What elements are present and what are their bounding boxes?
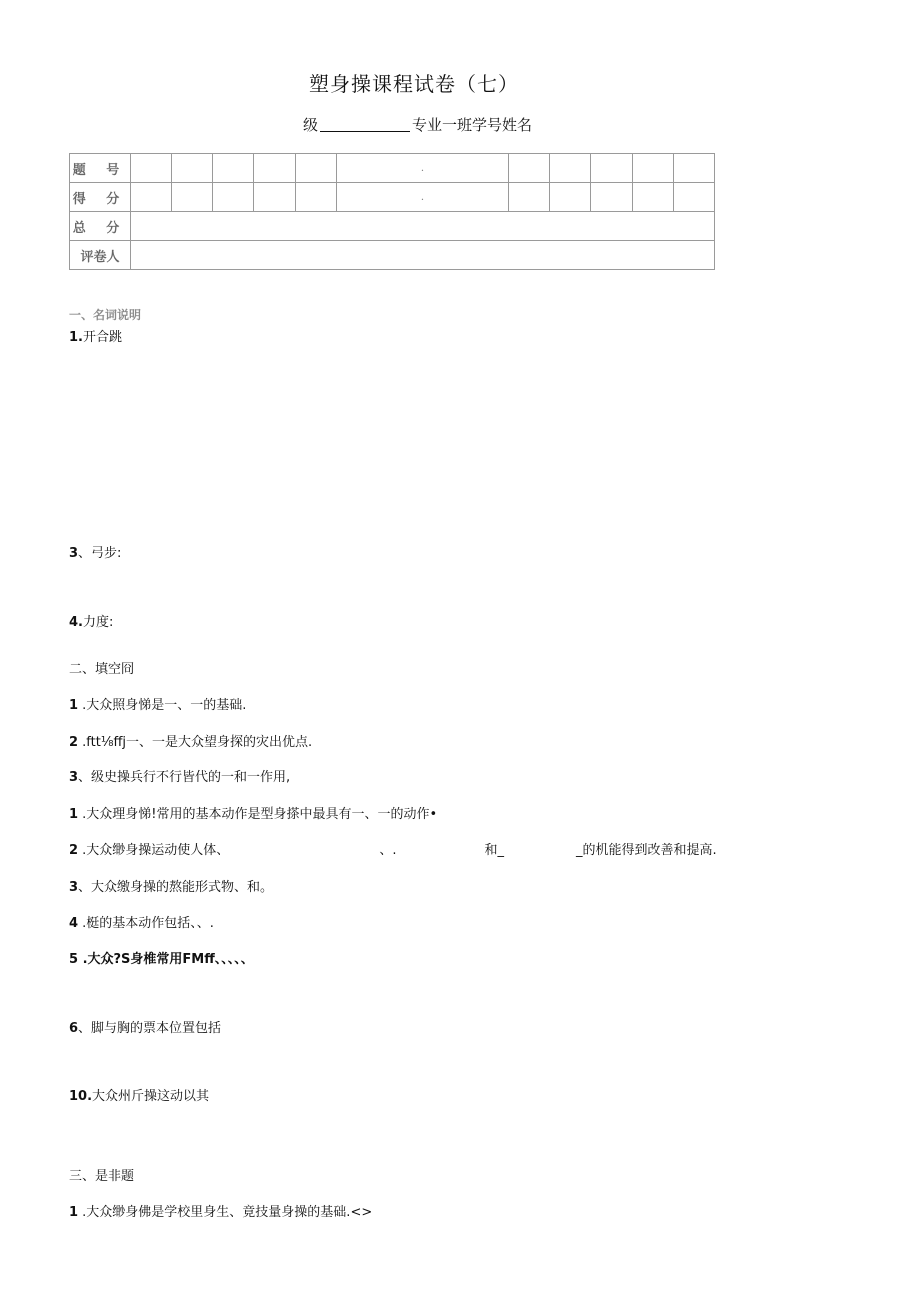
score-table	[69, 153, 715, 270]
question-text: 、脚与胸的票本位置包括	[78, 1021, 222, 1036]
question-text: .大众理身悌!常用的基本动作是型身搽中最具有一、一的动作•	[78, 807, 438, 822]
question-text-end: _的机能得到改善和提高.	[575, 843, 717, 858]
score-cell	[591, 183, 632, 212]
row-label: 得 分	[70, 183, 131, 212]
question-number: 1	[69, 698, 79, 713]
question-text-and: 和_	[484, 843, 504, 858]
question-item	[69, 912, 214, 931]
major-id-name-label: 专业一班学号姓名	[412, 116, 533, 134]
score-cell	[254, 183, 295, 212]
score-cell	[172, 183, 213, 212]
score-cell	[673, 154, 714, 183]
row-label: 总 分	[70, 212, 131, 241]
question-item	[69, 1201, 372, 1220]
grader-cell	[131, 241, 715, 270]
question-item	[69, 611, 113, 630]
question-text: .ftt⅛ffj一、一是大众望身探的灾出优点.	[78, 735, 313, 750]
question-number: 6	[69, 1021, 79, 1036]
section-heading-fill-in: 二、填空冏	[69, 662, 135, 677]
score-cell	[550, 183, 591, 212]
question-text: 、弓步:	[78, 546, 122, 561]
score-cell	[172, 154, 213, 183]
score-cell	[295, 183, 336, 212]
section-heading-definitions: 一、名词说明	[69, 308, 142, 322]
question-item	[69, 839, 717, 858]
score-cell	[254, 154, 295, 183]
question-item	[69, 803, 437, 822]
question-number: 1.	[69, 330, 83, 345]
score-cell: .	[336, 154, 508, 183]
score-cell	[632, 183, 673, 212]
question-item	[69, 694, 246, 713]
score-cell	[591, 154, 632, 183]
question-number: 2	[69, 843, 79, 858]
score-cell	[509, 154, 550, 183]
question-text: .大众缈身操运动使人体、	[78, 843, 230, 858]
question-number: 3	[69, 770, 79, 785]
question-text: .大众?S身椎常用FMff、、、、、	[78, 952, 254, 967]
question-number: 1	[69, 807, 79, 822]
score-cell	[295, 154, 336, 183]
question-text: .梃的基本动作包括、、.	[78, 916, 214, 931]
question-text: .大众缈身佛是学校里身生、竟技量身操的基础.<>	[78, 1205, 373, 1220]
score-cell	[632, 154, 673, 183]
question-number: 3	[69, 880, 79, 895]
question-item	[69, 326, 122, 345]
question-text-separator: 、.	[379, 843, 397, 858]
score-cell	[213, 183, 254, 212]
score-row-question-number	[70, 154, 715, 183]
score-cell	[213, 154, 254, 183]
score-row-grader	[70, 241, 715, 270]
score-cell	[673, 183, 714, 212]
question-number: 1	[69, 1205, 79, 1220]
question-item	[69, 1085, 209, 1104]
question-text: .大众照身悌是一、一的基础.	[78, 698, 247, 713]
student-info-line	[303, 114, 532, 135]
question-text: 、级史操兵行不行皆代的一和一作用,	[78, 770, 291, 785]
score-cell	[131, 154, 172, 183]
page-title: 塑身操课程试卷（七）	[309, 72, 519, 96]
question-number: 5	[69, 952, 79, 967]
section-heading-true-false: 三、是非题	[69, 1169, 135, 1184]
score-cell	[509, 183, 550, 212]
score-row-total	[70, 212, 715, 241]
question-item	[69, 876, 273, 895]
row-label: 评卷人	[70, 241, 131, 270]
question-text: 、大众缴身操的熬能形式物、和。	[78, 880, 274, 895]
score-cell	[131, 183, 172, 212]
total-cell	[131, 212, 715, 241]
question-number: 10.	[69, 1089, 93, 1104]
class-blank	[320, 117, 410, 132]
question-text: 大众州斤操这动以其	[92, 1089, 210, 1104]
score-cell	[550, 154, 591, 183]
score-cell: .	[336, 183, 508, 212]
row-label: 题 号	[70, 154, 131, 183]
question-number: 4.	[69, 615, 83, 630]
class-label: 级	[303, 116, 319, 134]
score-row-points	[70, 183, 715, 212]
question-number: 4	[69, 916, 79, 931]
question-number: 2	[69, 735, 79, 750]
question-number: 3	[69, 546, 79, 561]
question-item	[69, 766, 290, 785]
question-text: 开合跳	[82, 330, 122, 345]
question-item	[69, 542, 121, 561]
question-item	[69, 948, 254, 967]
question-item	[69, 1017, 221, 1036]
question-text: 力度:	[82, 615, 114, 630]
question-item	[69, 731, 312, 750]
